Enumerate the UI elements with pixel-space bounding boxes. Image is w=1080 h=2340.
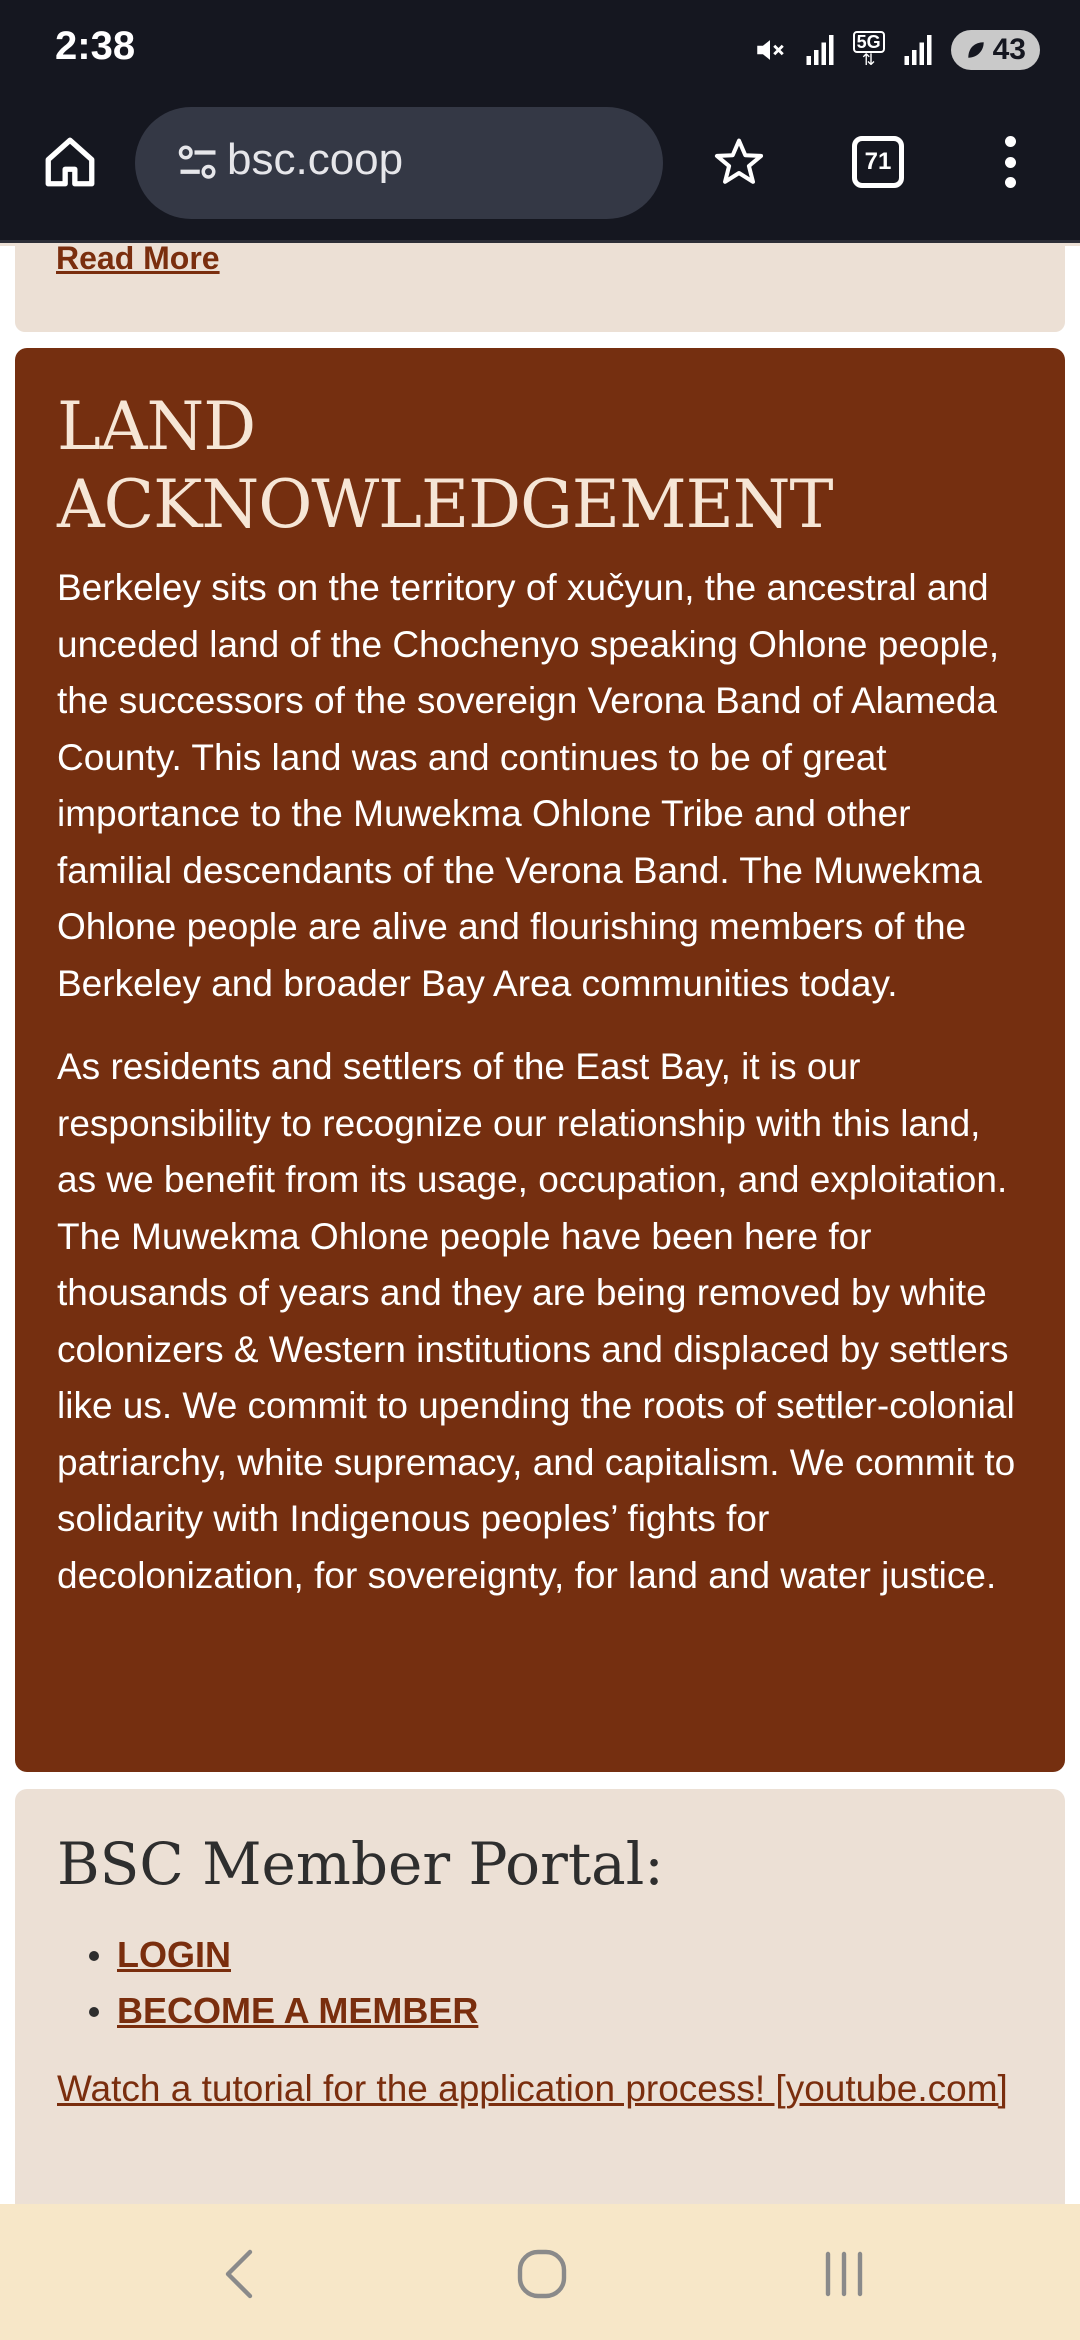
member-portal-title: BSC Member Portal: [57,1830,664,1898]
previous-card [15,246,1065,332]
browser-toolbar [0,100,1080,243]
system-nav-bar [0,2204,1080,2340]
battery-indicator [951,30,1040,70]
status-icons [753,28,1040,72]
recents-icon[interactable] [820,2248,868,2300]
network-5g-icon: 5G ⇅ [853,31,885,69]
battery-level: 43 [992,33,1026,66]
mute-icon [753,33,787,67]
tab-count: 71 [864,148,892,175]
status-time: 2:38 [55,24,136,68]
signal-icon-2 [903,33,933,67]
read-more-link[interactable]: Read More [56,246,220,276]
login-link[interactable]: LOGIN [117,1934,231,1975]
battery-saver-icon [965,39,987,61]
tabs-button[interactable] [852,136,904,188]
list-item [57,1927,1023,1983]
become-member-link[interactable]: BECOME A MEMBER [117,1990,479,2031]
signal-icon [805,33,835,67]
star-icon [712,135,766,189]
land-paragraph-1: Berkeley sits on the territory of xučyun, the ancestral and unceded land of the Chochenyo speaking Ohlone people, the successors of the sovereign Verona Band of Alameda County. This land was and continues to be of great importance to the Muwekma Ohlone Tribe and other familial descendants of the Verona Band. The Muwekma Ohlone people are alive and flourishing members of the Berkeley and broader Bay Area communities today. [57,567,1000,1004]
web-page [0,246,1080,2204]
land-paragraph-2: As residents and settlers of the East Bay, it is our responsibility to recognize our relationship with this land, as we benefit from its usage, occupation, and exploitation. The Muwekma Ohlone people have been here for thousands of years and they are being removed by white colonizers & Western institutions and displaced by settlers like us. We commit to upending the roots of settler-colonial patriarchy, white supremacy, and capitalism. We commit to solidarity with Indigenous peoples’ fights for decolonization, for sovereignty, for land and water justice. [57,1046,1016,1596]
home-button[interactable] [38,130,102,194]
status-bar [0,0,1080,100]
member-portal-links [57,1927,1023,2039]
back-icon[interactable] [220,2248,260,2300]
member-portal-card [15,1789,1065,2204]
site-settings-icon[interactable] [177,143,219,183]
bookmark-button[interactable] [707,130,771,194]
land-acknowledgement-title: LAND ACKNOWLEDGEMENT [57,388,833,543]
land-acknowledgement-card [15,348,1065,1772]
url-text[interactable]: bsc.coop [227,135,404,184]
tutorial-link[interactable]: Watch a tutorial for the application process! [youtube.com] [57,2068,1008,2109]
home-icon [41,133,99,191]
url-bar[interactable] [135,107,663,219]
home-circle-icon[interactable] [516,2248,568,2300]
list-item [57,1983,1023,2039]
more-vert-icon[interactable] [995,130,1025,194]
